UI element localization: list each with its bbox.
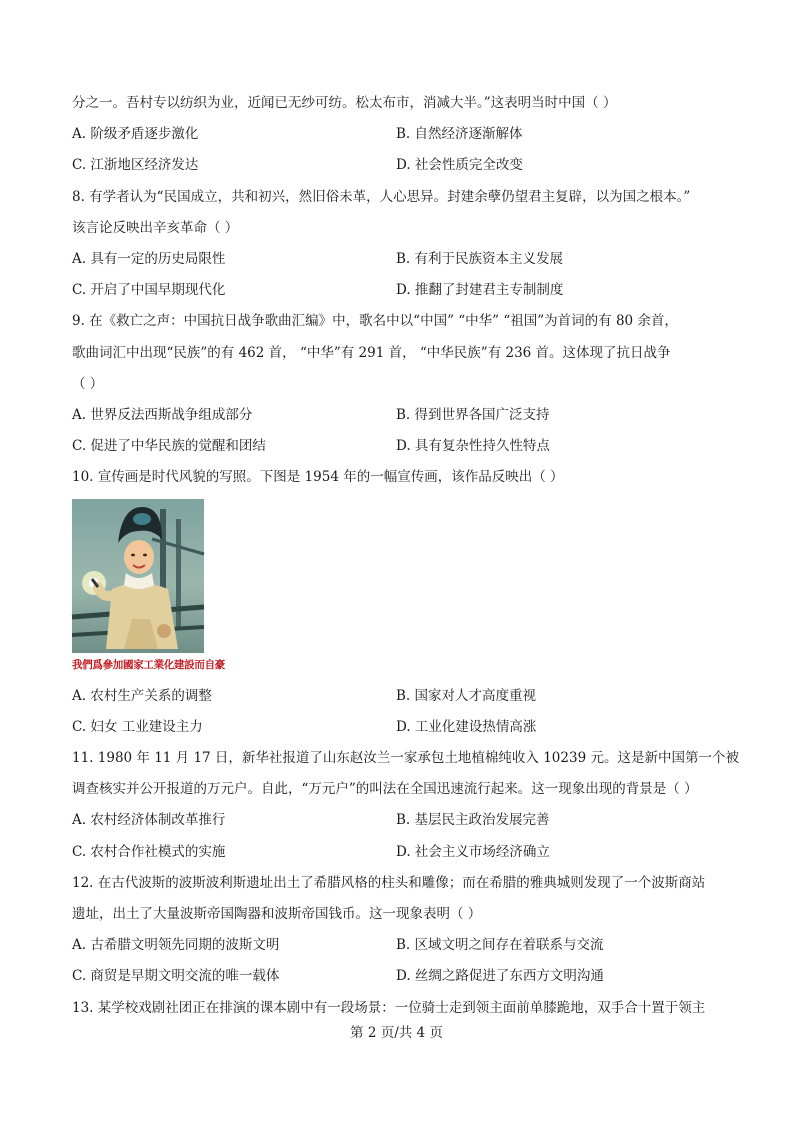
q9-option-c[interactable]: C. 促进了中华民族的觉醒和团结 [72,438,266,455]
poster-caption: 我們爲參加國家工業化建設而自豪 [72,658,225,671]
q9-stem-line-1: 9. 在《救亡之声：中国抗日战争歌曲汇编》中，歌名中以“中国” “中华” “祖国”为首词的有 80 余首， [72,313,678,330]
q8-option-b[interactable]: B. 有利于民族资本主义发展 [396,251,564,268]
q11-stem-line-2: 调查核实并公开报道的万元户。自此，“万元户”的叫法在全国迅速流行起来。这一现象出现的背景是（ ） [72,781,698,798]
q7-options-row-1 [72,119,732,150]
q10-option-b[interactable]: B. 国家对人才高度重视 [396,687,537,704]
q10-option-d[interactable]: D. 工业化建设热情高涨 [396,718,537,735]
q10-option-c[interactable]: C. 妇女 工业建设主力 [72,718,203,735]
q8-stem-line-2: 该言论反映出辛亥革命（ ） [72,219,239,236]
q9-options-row-1 [72,400,732,431]
q12-option-a[interactable]: A. 古希腊文明领先同期的波斯文明 [72,937,280,954]
exam-page [72,88,739,1024]
q9-stem-line-3: （ ） [72,375,104,392]
q10-option-a[interactable]: A. 农村生产关系的调整 [72,687,212,704]
q7-options-row-2 [72,150,732,181]
q8-options-row-2 [72,275,732,306]
page-footer: 第 2 页/共 4 页 [350,1025,443,1041]
q8-options-row-1 [72,244,732,275]
q11-stem-line-1: 11. 1980 年 11 月 17 日，新华社报道了山东赵汝兰一家承包土地植棉纯收入 10239 元。这是新中国第一个被 [72,750,739,767]
q7-option-c[interactable]: C. 江浙地区经济发达 [72,157,199,174]
q11-option-c[interactable]: C. 农村合作社模式的实施 [72,843,226,860]
q9-option-b[interactable]: B. 得到世界各国广泛支持 [396,407,550,424]
q11-option-a[interactable]: A. 农村经济体制改革推行 [72,812,226,829]
q11-options-row-1 [72,805,732,836]
q9-option-a[interactable]: A. 世界反法西斯战争组成部分 [72,407,253,424]
q9-options-row-2 [72,431,732,462]
q11-option-d[interactable]: D. 社会主义市场经济确立 [396,843,550,860]
q9-stem-line-2: 歌曲词汇中出现“民族”的有 462 首， “中华”有 291 首， “中华民族”有 236 首。这体现了抗日战争 [72,344,671,361]
q7-option-a[interactable]: A. 阶级矛盾逐步激化 [72,126,199,143]
q12-options-row-2 [72,961,732,992]
q8-option-c[interactable]: C. 开启了中国早期现代化 [72,282,226,299]
q12-options-row-1 [72,930,732,961]
q10-stem: 10. 宣传画是时代风貌的写照。下图是 1954 年的一幅宣传画，该作品反映出（ ） [72,469,564,486]
q8-stem-line-1: 8. 有学者认为“民国成立，共和初兴，然旧俗未革，人心思异。封建余孽仍望君主复辟，以为国之根本。” [72,188,691,205]
q11-options-row-2 [72,837,732,868]
q12-option-c[interactable]: C. 商贸是早期文明交流的唯一载体 [72,968,280,985]
q10-options-row-1 [72,681,732,712]
q12-stem-line-2: 遗址，出土了大量波斯帝国陶器和波斯帝国钱币。这一现象表明（ ） [72,906,482,923]
q10-options-row-2 [72,712,732,743]
q7-stem-tail: 分之一。吾村专以纺织为业，近闻已无纱可纺。松太布市，消减大半。”这表明当时中国（ ） [72,95,617,111]
q8-option-a[interactable]: A. 具有一定的历史局限性 [72,251,226,268]
q12-option-d[interactable]: D. 丝绸之路促进了东西方文明沟通 [396,968,604,985]
q13-stem-line-1: 13. 某学校戏剧社团正在排演的课本剧中有一段场景：一位骑士走到领主面前单膝跪地，双手合十置于领主 [72,999,706,1016]
q12-stem-line-1: 12. 在古代波斯的波斯波利斯遗址出土了希腊风格的柱头和雕像；而在希腊的雅典城则发现了一个波斯商站 [72,874,706,891]
q7-option-b[interactable]: B. 自然经济逐渐解体 [396,126,523,143]
propaganda-poster [72,499,225,677]
q11-option-b[interactable]: B. 基层民主政治发展完善 [396,812,550,829]
q12-option-b[interactable]: B. 区域文明之间存在着联系与交流 [396,937,604,954]
poster-illustration [72,499,225,677]
q8-option-d[interactable]: D. 推翻了封建君主专制制度 [396,282,564,299]
q9-option-d[interactable]: D. 具有复杂性持久性特点 [396,438,550,455]
q7-option-d[interactable]: D. 社会性质完全改变 [396,157,523,174]
